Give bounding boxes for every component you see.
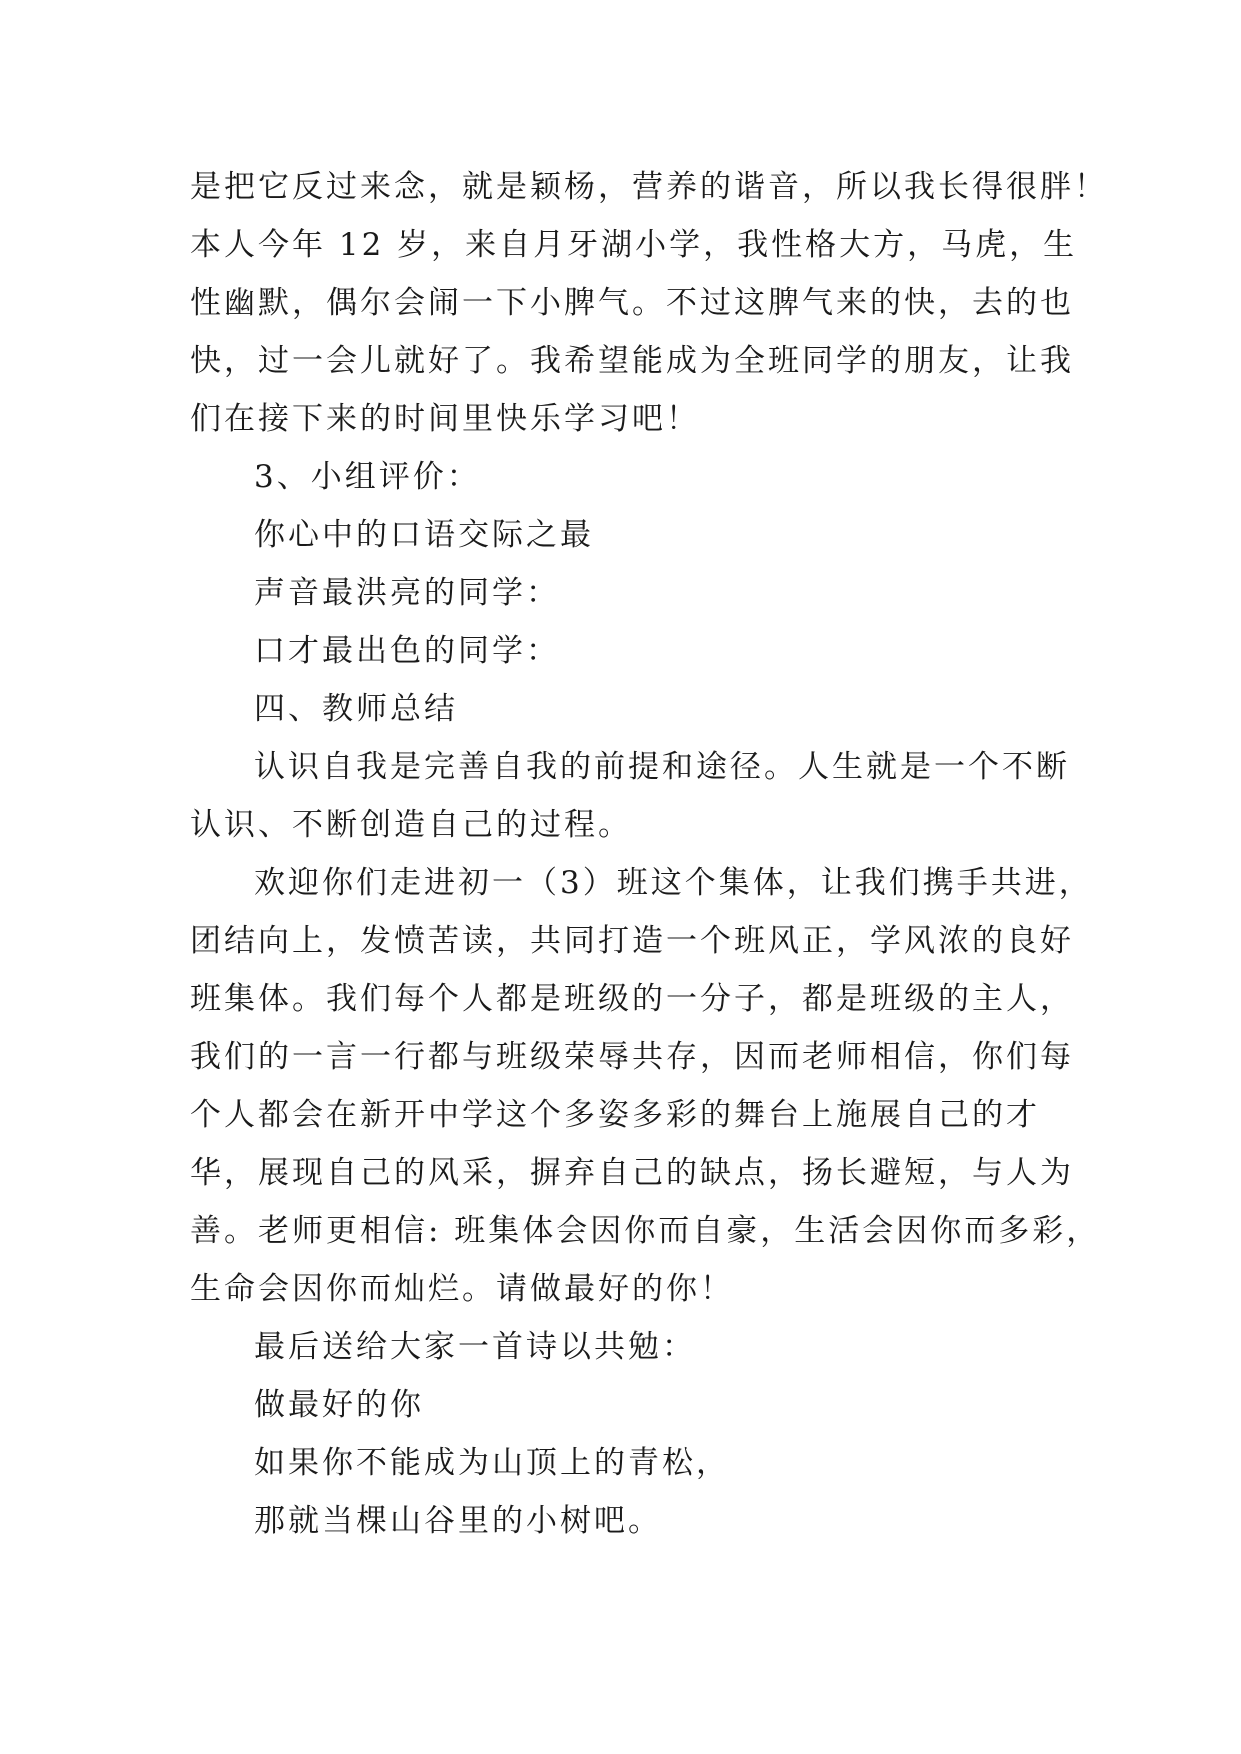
text-line: 性幽默，偶尔会闹一下小脾气。不过这脾气来的快，去的也	[190, 285, 1074, 321]
text-line: 口才最出色的同学：	[254, 633, 560, 669]
text-line: 个人都会在新开中学这个多姿多彩的舞台上施展自己的才	[190, 1097, 1040, 1133]
text-line: 认识、不断创造自己的过程。	[190, 807, 632, 843]
text-line: 是把它反过来念，就是颖杨，营养的谐音，所以我长得很胖！	[190, 169, 1108, 205]
text-line: 本人今年 12 岁，来自月牙湖小学，我性格大方，马虎，生	[190, 227, 1078, 263]
poem-title: 做最好的你	[254, 1387, 424, 1423]
text-line: 声音最洪亮的同学：	[254, 575, 560, 611]
text-line: 们在接下来的时间里快乐学习吧！	[190, 401, 700, 437]
text-line: 团结向上，发愤苦读，共同打造一个班风正，学风浓的良好	[190, 923, 1074, 959]
text-line: 欢迎你们走进初一（3）班这个集体，让我们携手共进，	[254, 865, 1093, 901]
text-line: 生命会因你而灿烂。请做最好的你！	[190, 1271, 734, 1307]
text-line: 认识自我是完善自我的前提和途径。人生就是一个不断	[254, 749, 1070, 785]
document-body	[190, 158, 1108, 1550]
section-heading: 3、小组评价：	[254, 459, 481, 495]
poem-line: 那就当棵山谷里的小树吧。	[254, 1503, 662, 1539]
text-line: 你心中的口语交际之最	[254, 517, 594, 553]
text-line: 华，展现自己的风采，摒弃自己的缺点，扬长避短，与人为	[190, 1155, 1074, 1191]
text-line: 善。老师更相信: 班集体会因你而自豪，生活会因你而多彩，	[190, 1213, 1101, 1249]
poem-line: 如果你不能成为山顶上的青松，	[254, 1445, 730, 1481]
text-line: 最后送给大家一首诗以共勉：	[254, 1329, 696, 1365]
text-line: 快，过一会儿就好了。我希望能成为全班同学的朋友，让我	[190, 343, 1074, 379]
text-line: 班集体。我们每个人都是班级的一分子，都是班级的主人，	[190, 981, 1074, 1017]
text-line: 我们的一言一行都与班级荣辱共存，因而老师相信，你们每	[190, 1039, 1074, 1075]
section-heading: 四、教师总结	[254, 691, 458, 727]
